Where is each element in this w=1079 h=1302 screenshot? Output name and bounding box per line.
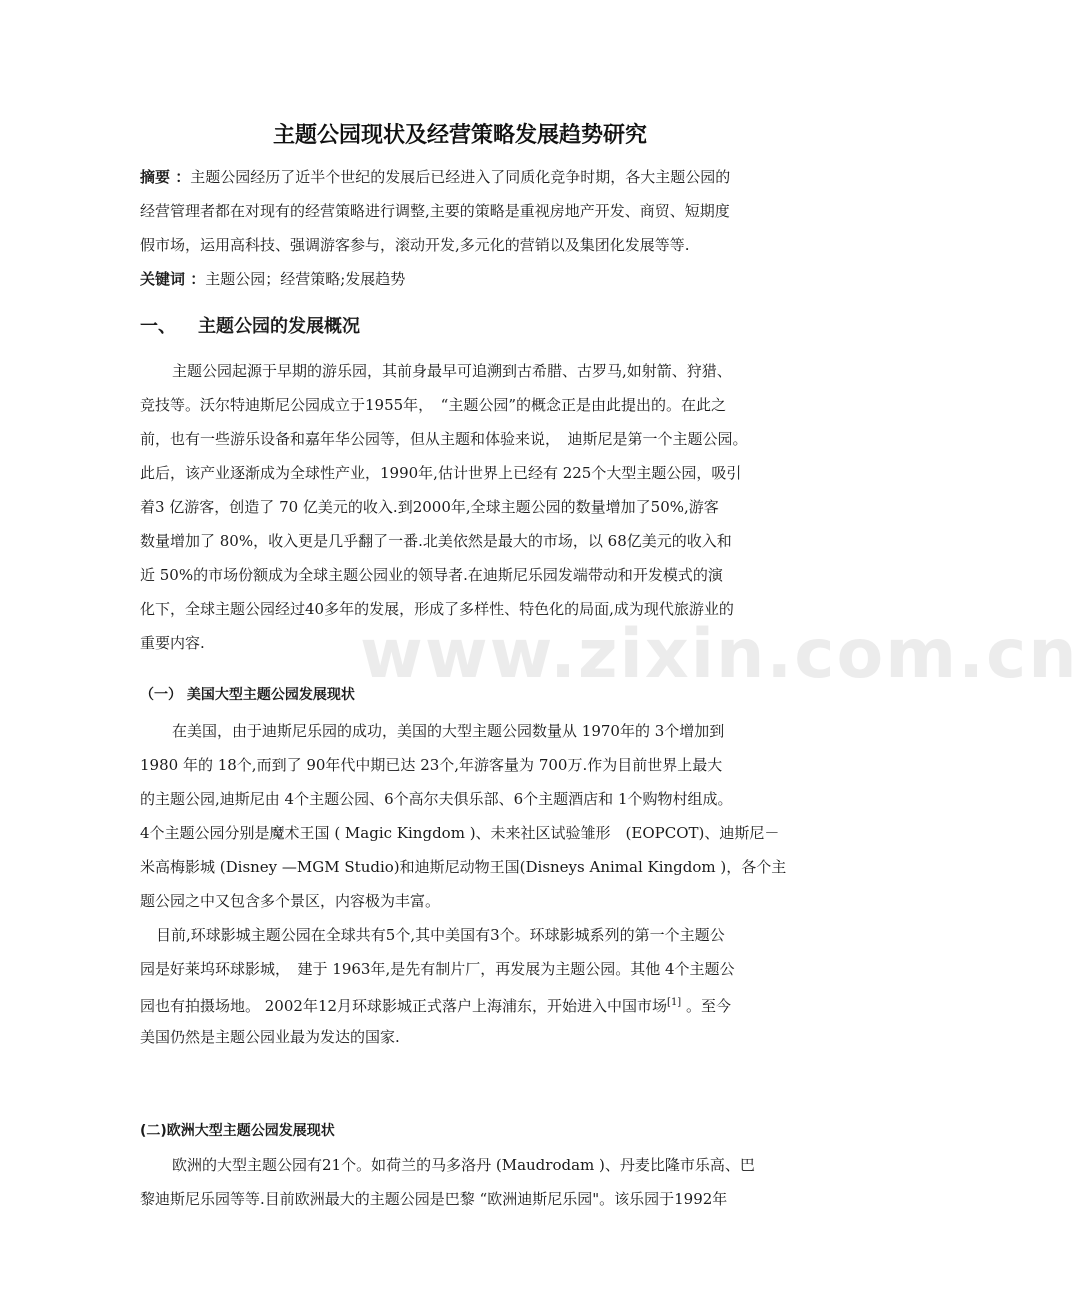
paragraph-line: 园是好莱坞环球影城， 建于 1963年,是先有制片厂，再发展为主题公园。其他 4个主题公 xyxy=(140,960,735,978)
keywords-line xyxy=(140,262,780,296)
paragraph-line: 化下，全球主题公园经过40多年的发展，形成了多样性、特色化的局面,成为现代旅游业的 xyxy=(140,600,734,618)
keywords-label: 关键词 ： xyxy=(140,270,206,288)
paragraph-line: 着3 亿游客，创造了 70 亿美元的收入.到2000年,全球主题公园的数量增加了50%,游客 xyxy=(140,498,719,516)
paragraph-line: 竞技等。沃尔特迪斯尼公园成立于1955年， “主题公园”的概念正是由此提出的。在此之 xyxy=(140,396,727,414)
abstract-block xyxy=(140,160,780,296)
citation-ref: [1] xyxy=(667,997,682,1008)
section-heading: 一、 主题公园的发展概况 xyxy=(140,316,360,337)
abstract-label: 摘要 ： xyxy=(140,168,191,186)
paragraph-line: 1980 年的 18个,而到了 90年代中期已达 23个,年游客量为 700万.作为目前世界上最大 xyxy=(140,756,723,774)
paragraph-line: 主题公园起源于早期的游乐园，其前身最早可追溯到古希腊、古罗马,如射箭、狩猎、 xyxy=(172,362,732,380)
paragraph-line: 此后，该产业逐渐成为全球性产业，1990年,估计世界上已经有 225个大型主题公园，吸引 xyxy=(140,464,742,482)
paragraph-line: 题公园之中又包含多个景区，内容极为丰富。 xyxy=(140,892,441,910)
paragraph-line: 园也有拍摄场地。 2002年12月环球影城正式落户上海浦东，开始进入中国市场[1] 。至今 xyxy=(140,997,731,1015)
subsection2-paragraph xyxy=(140,1148,780,1216)
paragraph-line: 重要内容. xyxy=(140,634,205,652)
section1-paragraph xyxy=(140,354,780,660)
abstract-line: 假市场，运用高科技、强调游客参与，滚动开发,多元化的营销以及集团化发展等等. xyxy=(140,236,690,254)
paragraph-line: 4个主题公园分别是魔术王国 ( Magic Kingdom )、未来社区试验雏形 (EOPCOT)、迪斯尼－ xyxy=(140,824,780,842)
paragraph-line: 美国仍然是主题公园业最为发达的国家. xyxy=(140,1028,400,1046)
paragraph-line: 米高梅影城 (Disney —MGM Studio)和迪斯尼动物王国(Disneys Animal Kingdom )，各个主 xyxy=(140,858,787,876)
abstract-line: 经营管理者都在对现有的经营策略进行调整,主要的策略是重视房地产开发、商贸、短期度 xyxy=(140,202,730,220)
paragraph-line: 前，也有一些游乐设备和嘉年华公园等，但从主题和体验来说， 迪斯尼是第一个主题公园。 xyxy=(140,430,748,448)
watermark: www.zixin.com.cn xyxy=(360,615,1079,694)
paragraph-line: 近 50%的市场份额成为全球主题公园业的领导者.在迪斯尼乐园发端带动和开发模式的演 xyxy=(140,566,723,584)
subsection1-paragraph xyxy=(140,714,787,1054)
paragraph-line: 目前,环球影城主题公园在全球共有5个,其中美国有3个。环球影城系列的第一个主题公 xyxy=(156,926,725,944)
paragraph-line: 的主题公园,迪斯尼由 4个主题公园、6个高尔夫俱乐部、6个主题酒店和 1个购物村组成。 xyxy=(140,790,733,808)
abstract-line: 摘要 ：主题公园经历了近半个世纪的发展后已经进入了同质化竞争时期，各大主题公园的 xyxy=(140,168,731,186)
paragraph-line: 欧洲的大型主题公园有21个。如荷兰的马多洛丹 (Maudrodam )、丹麦比隆市乐高、巴 xyxy=(172,1156,755,1174)
document-title: 主题公园现状及经营策略发展趋势研究 xyxy=(272,123,647,148)
paragraph-line: 黎迪斯尼乐园等等.目前欧洲最大的主题公园是巴黎 “欧洲迪斯尼乐园"。该乐园于1992年 xyxy=(140,1190,728,1208)
keywords-text: 主题公园；经营策略;发展趋势 xyxy=(205,270,406,288)
subsection-heading: (二)欧洲大型主题公园发展现状 xyxy=(140,1123,335,1139)
subsection-heading: （一） 美国大型主题公园发展现状 xyxy=(140,687,355,703)
paragraph-line: 在美国，由于迪斯尼乐园的成功，美国的大型主题公园数量从 1970年的 3个增加到 xyxy=(172,722,725,740)
paragraph-line: 数量增加了 80%，收入更是几乎翻了一番.北美依然是最大的市场，以 68亿美元的收入和 xyxy=(140,532,732,550)
